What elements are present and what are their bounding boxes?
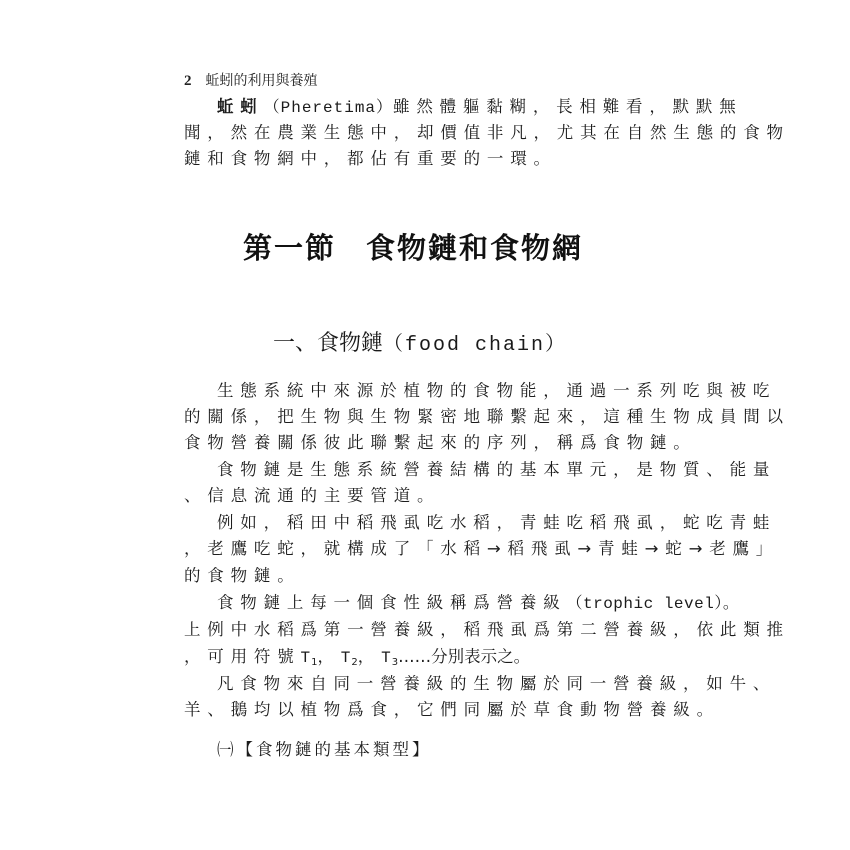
paragraph-3-line-1: 例如，稻田中稻飛虱吃水稻，青蛙吃稻飛虱，蛇吃青蛙 bbox=[217, 513, 777, 532]
section-heading bbox=[243, 226, 583, 267]
paragraph-3-line-3: 的食物鏈。 bbox=[184, 566, 301, 585]
intro-line-1: 蚯蚓（Pheretima）雖然體軀黏糊，長相難看，默默無 bbox=[217, 97, 743, 117]
paragraph-1-line-2: 的關係，把生物與生物緊密地聯繫起來，這種生物成員間以 bbox=[184, 407, 790, 426]
bold-term: 蚯蚓 bbox=[217, 97, 264, 116]
paragraph-3-line-2: ，老鷹吃蛇，就構成了「水稻→稻飛虱→青蛙→蛇→老鷹」 bbox=[184, 539, 780, 558]
intro-line-2: 聞，然在農業生態中，却價值非凡，尤其在自然生態的食物 bbox=[184, 123, 790, 142]
paragraph-1-line-3: 食物營養關係彼此聯繫起來的序列，稱爲食物鏈。 bbox=[184, 433, 697, 452]
paragraph-4-line-1: 食物鏈上每一個食性級稱爲營養級（trophic level）。 bbox=[217, 593, 740, 613]
paragraph-2-line-2: 、信息流通的主要管道。 bbox=[184, 486, 441, 505]
subsection-heading bbox=[217, 736, 432, 760]
subsection-marker: ㈠ bbox=[217, 740, 237, 759]
paragraph-4-line-2: 上例中水稻爲第一營養級，稻飛虱爲第二營養級，依此類推 bbox=[184, 620, 790, 639]
paragraph-1-line-1: 生態系統中來源於植物的食物能，通過一系列吃與被吃 bbox=[217, 381, 777, 400]
paragraph-4-line-3: ，可用符號$T_1$，$T_2$，$T_3\dots\dots$分別表示之。 bbox=[184, 647, 531, 668]
paragraph-2-line-1: 食物鏈是生態系統營養結構的基本單元，是物質、能量 bbox=[217, 460, 777, 479]
latin-name: （Pheretima） bbox=[263, 99, 394, 117]
running-head bbox=[184, 70, 318, 90]
paragraph-5-line-1: 凡食物來自同一營養級的生物屬於同一營養級，如牛、 bbox=[217, 674, 777, 693]
section-number: 第一節 bbox=[243, 231, 337, 265]
section-title: 食物鏈和食物網 bbox=[366, 231, 584, 265]
book-title: 蚯蚓的利用與養殖 bbox=[205, 73, 318, 89]
paragraph-5-line-2: 羊、鵝均以植物爲食，它們同屬於草食動物營養級。 bbox=[184, 700, 720, 719]
page-number: 2 bbox=[184, 73, 192, 89]
subsection-title: 【食物鏈的基本類型】 bbox=[236, 740, 432, 759]
intro-line-3: 鏈和食物網中，都佔有重要的一環。 bbox=[184, 149, 557, 168]
subheading-food-chain: 一、食物鏈（food chain） bbox=[273, 331, 568, 357]
